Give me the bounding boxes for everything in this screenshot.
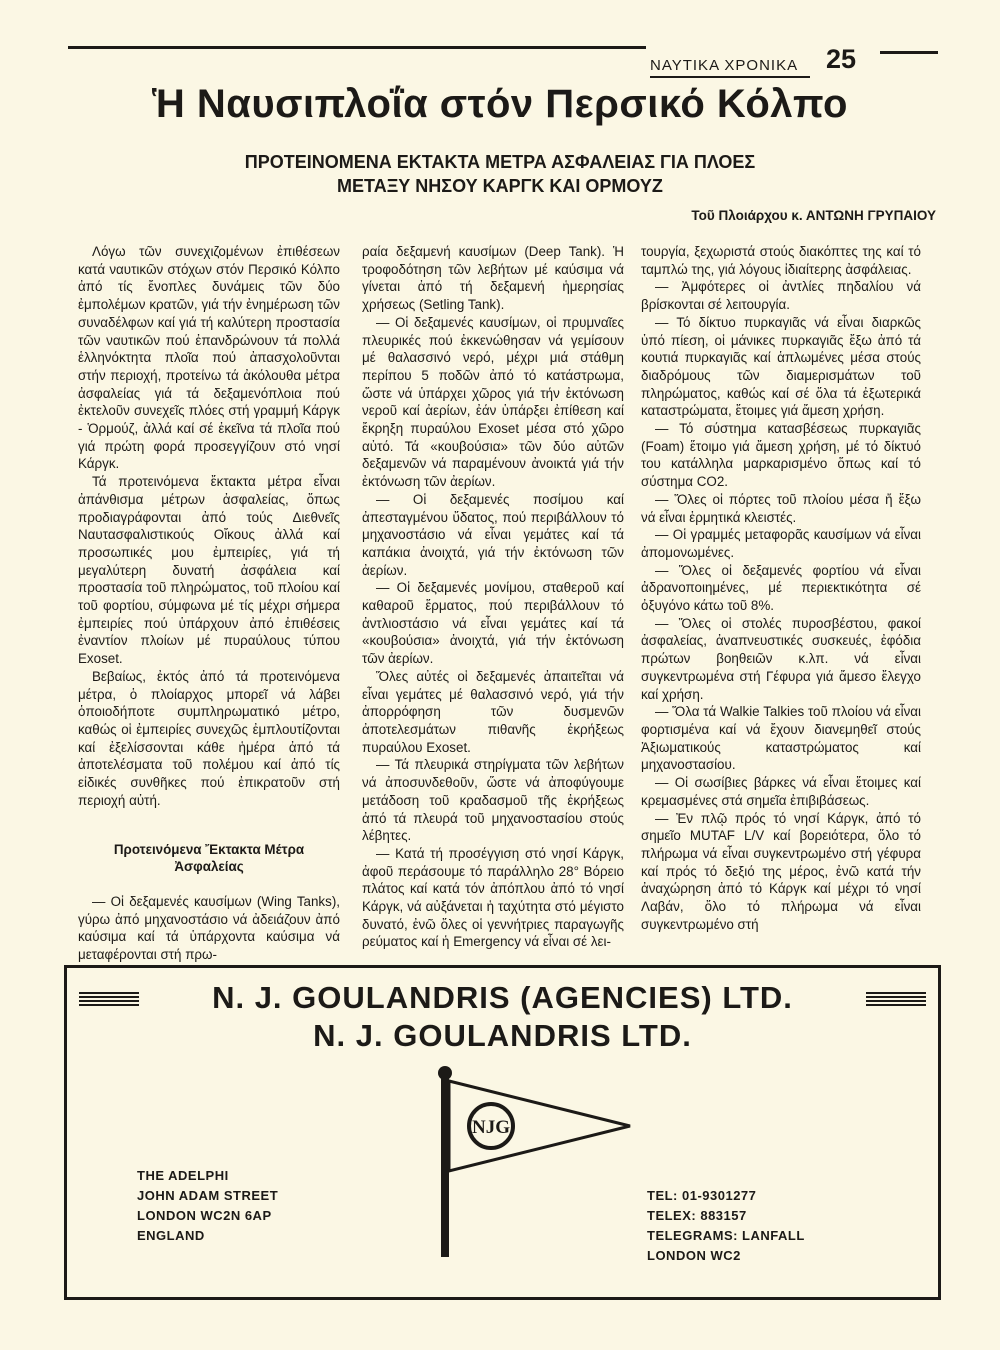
paragraph: — Ἐν πλῷ πρός τό νησί Κάργκ, ἀπό τό σημεῖο MUTAF L/V καί βορειότερα, ὅλο τό πλήρωμα νά εἶναι συγκεντρωμένο στή γέφυρα καί πρός τό δεξιό της μέρος, ἐνῶ κατά τήν ἀναχώρηση ἀπό τό Κάργκ καί μέχρι τό νησί Λαβάν, ὅλο τό πλήρωμα νά εἶναι συγκεντρωμένο στή xyxy=(641,810,921,932)
paragraph: — Οἱ δεξαμενές ποσίμου καί ἀπεσταγμένου ὕδατος, πού περιβάλλουν τό μηχανοστάσιο νά εἶναι γεμάτες καί τά καπάκια ἀνοιχτά, γιά τήν ἐκτόνωση τῶν ἀερίων. xyxy=(362,491,624,578)
paragraph: — Οἱ δεξαμενές μονίμου, σταθεροῦ καί καθαροῦ ἕρματος, πού περιβάλλουν τό ἀντλιοστάσιο νά εἶναι γεμάτες καί τά «κουβούσια» ἀνοιχτά, γιά τήν ἐκτόνωση τῶν ἀερίων. xyxy=(362,580,624,667)
paragraph: Λόγω τῶν συνεχιζομένων ἐπιθέσεων κατά ναυτικῶν στόχων στόν Περσικό Κόλπο ἀπό τίς ἔνοπλες δυνάμεις τῶν δύο ἐμπολέμων κρατῶν, γιά τήν ἐνημέρωση τῶν συναδέλφων καί γιά τή καλύτερη προστασία τῶν ναυτικῶν πού ἐπανδρώνουν τά πολλά ἑλληνόκτητα πλοῖα πού ἀπασχολοῦνται στήν περιοχή, προτείνω τά ἀκόλουθα μέτρα ἀσφαλείας γιά τά δεξαμενόπλοια πού ἐκτελοῦν συνεχεῖς πλόες στή γραμμή Κάργκ - Ὁρμούζ, ἀλλά καί σέ ἐκεῖνα τά πλοῖα πού γιά πρώτη φορά προσεγγίζουν στό νησί Κάργκ. xyxy=(78,244,340,472)
ad-address xyxy=(137,1166,278,1246)
paragraph: — Οἱ δεξαμενές καυσίμων, οἱ πρυμναῖες πλευρικές πού ἐκκενώθησαν νά γεμίσουν μέ θαλασσινό νερό, μέχρι μιά στάθμη περίπου 5 ποδῶν ἀπό τό κατάστρωμα, ὥστε νά ὑπάρχει χῶρος γιά τήν ἐκτόνωση νεροῦ καί ἀερίων, ἐάν ὑπάρξει ἐπίθεση καί ἔκρηξη πυραύλου Exoset μέσα στό χῶρο αὐτό. Τά «κουβούσια» τῶν δύο αὐτῶν δεξαμενῶν νά παραμένουν ἀνοικτά γιά τήν ἐκτόνωση τῶν ἀερίων. xyxy=(362,314,624,490)
paragraph: — Οἱ γραμμές μεταφορᾶς καυσίμων νά εἶναι ἀπομονωμένες. xyxy=(641,527,921,560)
contact-line: LONDON WC2 xyxy=(647,1248,741,1263)
paragraph: — Τό δίκτυο πυρκαγιᾶς νά εἶναι διαρκῶς ὑπό πίεση, οἱ μάνικες πυρκαγιᾶς ἔξω ἀπό τά κουτιά πυρκαγιᾶς καί ἁπλωμένες μέσα στούς διαδρόμους τῶν διαμερισμάτων τοῦ πληρώματος, καθώς καί σέ ὅλα τά ἐξωτερικά καταστρώματα, ἕτοιμες γιά ἄμεση χρήση. xyxy=(641,314,921,419)
paragraph: — Τά πλευρικά στηρίγματα τῶν λεβήτων νά ἀποσυνδεθοῦν, ὥστε νά ἀποφύγουμε μετάδοση τοῦ κραδασμοῦ τῆς ἐκρήξεως ἀπό τά πλευρά τοῦ μηχανοστασίου στούς λέβητες. xyxy=(362,757,624,844)
paragraph: — Ὅλες οἱ πόρτες τοῦ πλοίου μέσα ἤ ἔξω νά εἶναι ἑρμητικά κλειστές. xyxy=(641,491,921,525)
page-number: 25 xyxy=(826,44,857,74)
address-line: ENGLAND xyxy=(137,1228,205,1243)
header-underline xyxy=(650,76,810,78)
paragraph: — Ὅλες οἱ δεξαμενές φορτίου νά εἶναι ἀδρανοποιημένες, μέ περιεκτικότητα σέ ὀξυγόνο κάτω τοῦ 8%. xyxy=(641,562,921,614)
address-line: LONDON WC2N 6AP xyxy=(137,1208,272,1223)
address-line: THE ADELPHI xyxy=(137,1168,229,1183)
subtitle-line-1: ΠΡΟΤΕΙΝΟΜΕΝΑ ΕΚΤΑΚΤΑ ΜΕΤΡΑ ΑΣΦΑΛΕΙΑΣ ΓΙΑ ΠΛΟΕΣ xyxy=(244,152,756,172)
paragraph: τουργία, ξεχωριστά στούς διακόπτες της καί τό ταμπλώ της, γιά λόγους ἰδιαίτερης ἀσφάλειας. xyxy=(641,244,921,277)
advertisement xyxy=(64,965,941,1300)
article-author: Τοῦ Πλοιάρχου κ. ΑΝΤΩΝΗ ΓΡΥΠΑΙΟΥ xyxy=(691,208,936,223)
paragraph: — Κατά τή προσέγγιση στό νησί Κάργκ, ἀφοῦ περάσουμε τό παράλληλο 28° Βόρειο πλάτος καί κατά τόν ἀπόπλου ἀπό τό νησί Κάργκ, νά αὐξάνεται ἡ ταχύτητα στό μέγιστο δυνατό, ἐνῶ ὅλες οἱ γεννήτριες παραγωγῆς ρεύματος καί ἡ Emergency νά εἶναι σέ λει- xyxy=(362,845,624,950)
ad-company-line-2: N. J. GOULANDRIS LTD. xyxy=(313,1018,692,1053)
contact-line: TELEX: 883157 xyxy=(647,1208,747,1223)
header-rule-right xyxy=(880,51,938,54)
article-subtitle xyxy=(150,150,850,198)
paragraph: Τά προτεινόμενα ἔκτακτα μέτρα εἶναι ἀπάνθισμα μέτρων ἀσφαλείας, ὅπως προδιαγράφονται ἀπό τούς Διεθνεῖς Ναυτασφαλιστικούς Οἴκους ἀλλά καί προσωπικές μου ἐμπειρίες, γιά τή μεγαλύτερη δυνατή ἀσφάλεια καί προστασία τοῦ πληρώματος, τοῦ πλοίου καί τοῦ φορτίου, σύμφωνα μέ τίς μέχρι σήμερα ἐμπειρίες πού ὑπάρχουν ἀπό ἐπιθέσεις ἐναντίον πλοίων μέ πυραύλους τύπου Exoset. xyxy=(78,474,340,667)
text-column-2 xyxy=(362,243,624,951)
paragraph: Βεβαίως, ἐκτός ἀπό τά προτεινόμενα μέτρα, ὁ πλοίαρχος μπορεῖ νά λάβει ὁποιοδήποτε συμπληρωματικό μέτρο, καθώς οἱ ἐμπειρίες συνεχῶς ἐμπλουτίζονται καί ἐξελίσσονται κάθε ἡμέρα ἀπό τά ἀποτελέσματα τοῦ πολέμου καί ἀπό τίς εἰδικές συνθῆκες πού ἐπικρατοῦν στή περιοχή αὐτή. xyxy=(78,668,340,808)
ad-company-line-1: N. J. GOULANDRIS (AGENCIES) LTD. xyxy=(212,980,793,1015)
text-column-3 xyxy=(641,243,921,933)
text-column-1 xyxy=(78,243,340,964)
article-title: Ἡ Ναυσιπλοΐα στόν Περσικό Κόλπο xyxy=(151,82,848,126)
section-heading: Προτεινόμενα Ἔκτακτα Μέτρα Ἀσφαλείας xyxy=(113,841,305,875)
paragraph: — Ἀμφότερες οἱ ἀντλίες πηδαλίου νά βρίσκονται σέ λειτουργία. xyxy=(641,279,921,313)
paragraph: — Ὅλα τά Walkie Talkies τοῦ πλοίου νά εἶναι φορτισμένα καί νά ἔχουν διανεμηθεῖ στούς Ἀξιωματικούς καταστρώματος καί μηχανοστασίου. xyxy=(641,704,921,773)
ad-contact xyxy=(647,1186,805,1266)
logo-monogram: NJG xyxy=(472,1117,510,1138)
paragraph: — Τό σύστημα κατασβέσεως πυρκαγιᾶς (Foam) ἕτοιμο γιά ἄμεση χρήση, μέ τό δίκτυό του κατάλληλα μαρκαρισμένο ὅπως καί τό σύστημα CO2. xyxy=(641,421,921,490)
paragraph: Ὅλες αὐτές οἱ δεξαμενές ἀπαιτεῖται νά εἶναι γεμάτες μέ θαλασσινό νερό, γιά τήν ἀπορρόφηση τῶν δυσμενῶν ἀποτελεσμάτων πιθανῆς ἐκρήξεως πυραύλου Exoset. xyxy=(362,668,624,755)
paragraph: ραία δεξαμενή καυσίμων (Deep Tank). Ἡ τροφοδότηση τῶν λεβήτων μέ καύσιμα νά γίνεται ἀπό τή δεξαμενή ἡμερησίας χρήσεως (Setling Tank). xyxy=(362,244,624,313)
subtitle-line-2: ΜΕΤΑΞΥ ΝΗΣΟΥ ΚΑΡΓΚ ΚΑΙ ΟΡΜΟΥΖ xyxy=(337,176,663,196)
contact-line: TEL: 01-9301277 xyxy=(647,1188,757,1203)
paragraph: — Ὅλες οἱ στολές πυροσβέστου, φακοί ἀσφαλείας, ἀναπνευστικές συσκευές, ἐφόδια πρώτων βοηθειῶν κ.λπ. νά εἶναι συγκεντρωμένα στή Γέφυρα γιά ἄμεσο ἔλεγχο καί χρήση. xyxy=(641,615,921,702)
running-title: ΝΑΥΤΙΚΑ ΧΡΟΝΙΚΑ xyxy=(650,57,799,74)
paragraph: — Οἱ σωσίβιες βάρκες νά εἶναι ἕτοιμες καί κρεμασμένες στά σημεῖα ἐπιβιβάσεως. xyxy=(641,775,921,808)
header-rule-left xyxy=(68,46,646,49)
address-line: JOHN ADAM STREET xyxy=(137,1188,279,1203)
paragraph: — Οἱ δεξαμενές καυσίμων (Wing Tanks), γύρω ἀπό μηχανοστάσιο νά ἀδειάζουν ἀπό καύσιμα καί τά ὑπάρχοντα καύσιμα νά μεταφέρονται στή πρω- xyxy=(78,893,340,963)
pennant-flag-logo xyxy=(435,1063,635,1258)
contact-line: TELEGRAMS: LANFALL xyxy=(647,1228,805,1243)
